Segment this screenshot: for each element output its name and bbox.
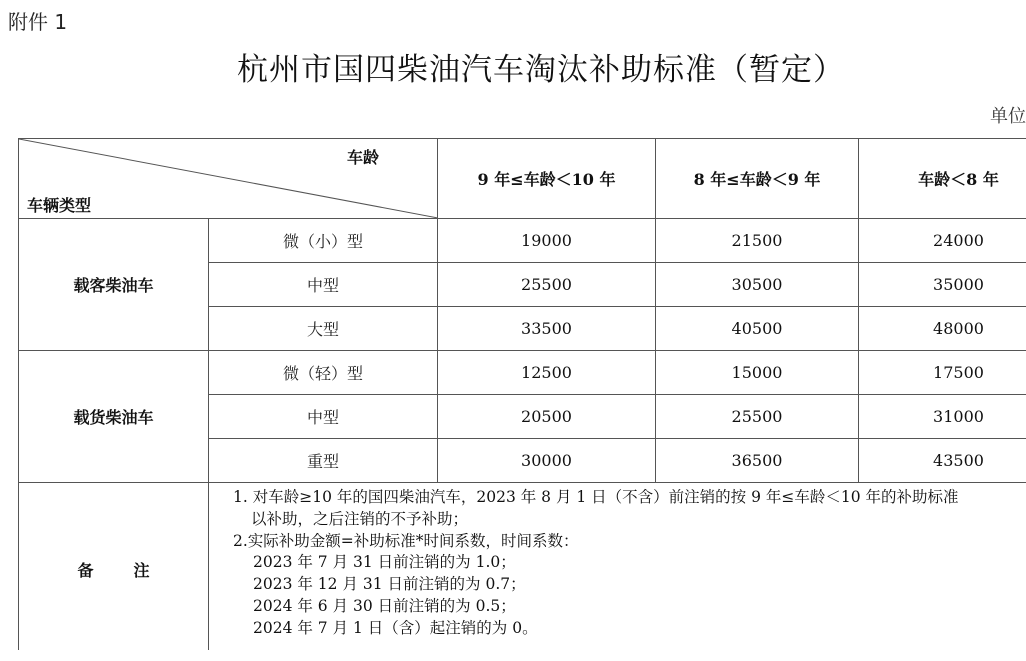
attachment-label: 附件 1 (8, 10, 68, 34)
vehicle-type: 微（轻）型 (209, 351, 438, 395)
value-cell: 20500 (438, 395, 656, 439)
category-freight: 载货柴油车 (19, 351, 209, 483)
category-passenger: 载客柴油车 (19, 219, 209, 351)
table-row (19, 351, 1026, 395)
note-line: 2023 年 7 月 31 日前注销的为 1.0； (253, 553, 516, 572)
document-title: 杭州市国四柴油汽车淘汰补助标准（暂定） (237, 52, 845, 88)
vehicle-type: 重型 (209, 439, 438, 483)
note-line: 2024 年 6 月 30 日前注销的为 0.5； (253, 596, 516, 615)
note-line: 2023 年 12 月 31 日前注销的为 0.7； (253, 575, 526, 594)
value-cell: 25500 (656, 395, 859, 439)
note-line: 1. 对车龄≥10 年的国四柴油汽车，2023 年 8 月 1 日（不含）前注销的按 9 年≤车龄＜10 年的补助标准 (233, 488, 959, 506)
value-cell: 30500 (656, 263, 859, 307)
corner-type-label: 车辆类型 (27, 196, 92, 215)
value-cell: 25500 (438, 263, 656, 307)
subsidy-table-wrapper (18, 138, 1026, 650)
note-line: 2024 年 7 月 1 日（含）起注销的为 0。 (253, 618, 538, 637)
age-header-3: 车龄＜8 年 (859, 139, 1026, 219)
value-cell: 30000 (438, 439, 656, 483)
value-cell: 35000 (859, 263, 1026, 307)
value-cell: 36500 (656, 439, 859, 483)
value-cell: 12500 (438, 351, 656, 395)
age-header-2: 8 年≤车龄＜9 年 (656, 139, 859, 219)
notes-label: 备注 (19, 483, 209, 651)
notes-content (209, 483, 1026, 651)
value-cell: 43500 (859, 439, 1026, 483)
vehicle-type: 中型 (209, 263, 438, 307)
value-cell: 21500 (656, 219, 859, 263)
value-cell: 40500 (656, 307, 859, 351)
value-cell: 15000 (656, 351, 859, 395)
notes-row (19, 483, 1026, 651)
value-cell: 24000 (859, 219, 1026, 263)
value-cell: 33500 (438, 307, 656, 351)
corner-cell (19, 139, 438, 219)
value-cell: 31000 (859, 395, 1026, 439)
header-row (19, 139, 1026, 219)
subsidy-table (18, 138, 1026, 650)
age-header-1: 9 年≤车龄＜10 年 (438, 139, 656, 219)
vehicle-type: 中型 (209, 395, 438, 439)
table-row (19, 219, 1026, 263)
note-line: 以补助，之后注销的不予补助； (251, 509, 469, 528)
corner-age-label: 车龄 (346, 148, 379, 167)
value-cell: 17500 (859, 351, 1026, 395)
unit-label: 单位 (990, 106, 1026, 127)
value-cell: 19000 (438, 219, 656, 263)
vehicle-type: 微（小）型 (209, 219, 438, 263)
note-line: 2.实际补助金额=补助标准*时间系数，时间系数： (233, 531, 579, 550)
value-cell: 48000 (859, 307, 1026, 351)
vehicle-type: 大型 (209, 307, 438, 351)
